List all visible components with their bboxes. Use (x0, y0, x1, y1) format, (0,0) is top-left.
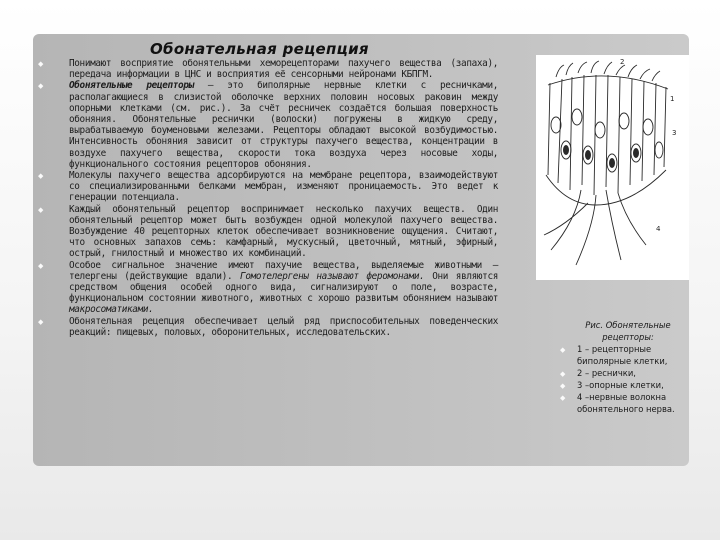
paragraph-text: Они являются средством общения особей одного вида, сигнализируют о поле, возрасте, функциональном состоянии животного, животных с хорошо развитым обонянием называют (69, 270, 498, 305)
bullet-icon: ◆ (560, 382, 566, 390)
figure-label: 4 (656, 225, 661, 233)
paragraph-text: Особое сигнальное значение имеют пахучие вещества, выделяемые животными – телергены (действующие вдали). (69, 259, 498, 282)
paragraph-text: Молекулы пахучего вещества адсорбируются на мембране рецептора, взаимодействуют со специализированными белками мембран, изменяют проницаемость. Это ведет к генерации потенциала. (69, 170, 498, 204)
text-paragraph (38, 260, 498, 316)
caption-item-text: 2 – реснички, (577, 368, 636, 378)
bullet-icon: ◆ (38, 261, 44, 270)
olfactory-epithelium-drawing (536, 55, 689, 280)
text-paragraph (38, 316, 498, 338)
paragraph-text: Каждый обонятельный рецептор воспринимает несколько пахучих веществ. Один обонятельный рецептор может быть возбужден одной молекулой пахучего вещества. Возбуждение 40 рецепторных клеток обеспечивает возникновение ощущения. Считают, что основных запахов семь: камфарный, мускусный, цветочный, мятный, эфирный, острый, гнилостный и множество их комбинаций. (69, 203, 498, 260)
caption-item-text: 4 –нервные волокна обонятельного нерва. (577, 392, 675, 414)
figure-label: 2 (620, 58, 625, 66)
text-paragraph (38, 58, 498, 80)
bullet-icon: ◆ (38, 172, 44, 181)
bullet-icon: ◆ (560, 370, 566, 378)
paragraph-text: Обонятельная рецепция обеспечивает целый ряд приспособительных поведенческих реакций: пищевых, половых, оборонительных, исследовательских. (69, 315, 498, 338)
bullet-icon: ◆ (38, 60, 44, 68)
text-paragraph (38, 80, 498, 170)
text-paragraph (38, 204, 498, 260)
figure-label: 1 (670, 95, 675, 103)
text-paragraph (38, 170, 498, 204)
caption-item (560, 367, 690, 379)
olfactory-epithelium-figure (536, 55, 689, 280)
paragraph-text: Понимают восприятие обонятельными хеморецепторами пахучего вещества (запаха), передача информации в ЦНС и восприятия её сенсорными нейронами КБПГМ. (69, 58, 498, 81)
paragraph-text: макросоматиками. (69, 304, 154, 316)
bullet-icon: ◆ (38, 82, 44, 91)
bullet-icon: ◆ (38, 205, 44, 214)
paragraph-text: Обонятельные рецепторы (69, 80, 194, 92)
main-text-list (38, 58, 498, 338)
caption-item (560, 343, 690, 367)
bullet-icon: ◆ (560, 346, 566, 354)
caption-item (560, 379, 690, 391)
bullet-icon: ◆ (560, 394, 566, 402)
caption-item (560, 391, 690, 415)
page-title: Обонательная рецепция (150, 40, 369, 58)
caption-list (560, 343, 690, 415)
caption-item-text: 3 –опорные клетки, (577, 380, 664, 390)
bullet-icon: ◆ (38, 317, 44, 326)
caption-title: Рис. Обонятельные рецепторы: (585, 320, 671, 342)
caption-item-text: 1 – рецепторные биполярные клетки, (577, 344, 668, 366)
paragraph-text: Гомотелергены называют феромонами. (240, 270, 425, 282)
figure-label: 3 (672, 129, 677, 137)
figure-caption (560, 319, 690, 415)
paragraph-text: – это биполярные нервные клетки с ресничками, располагающиеся в слизистой оболочке верхних половин носовых раковин между опорными клетками (см. рис.). За счёт ресничек создаётся большая поверхность обоняния. Обонятельные реснички (волоски) погружены в жидкую среду, вырабатываемую боуменовыми железами. Рецепторы обладают высокой возбудимостью. Интенсивность обоняния зависит от структуры пахучего вещества, концентрации в воздухе пахучего вещества, скорости тока воздуха через носовые ходы, функционального состояния рецепторов обоняния. (69, 80, 498, 170)
